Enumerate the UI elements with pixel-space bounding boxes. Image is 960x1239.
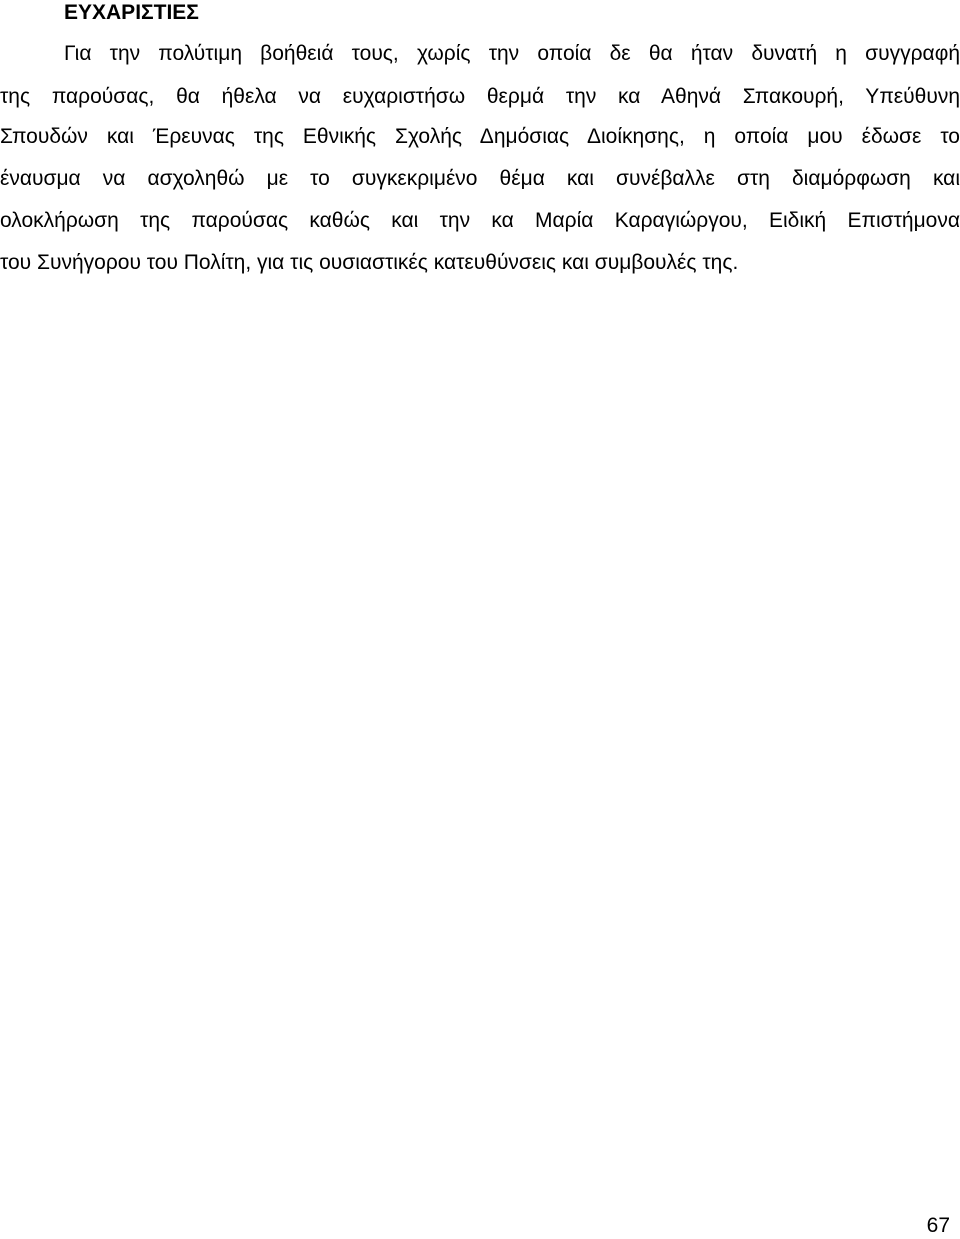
paragraph-line-3: Σπουδών και Έρευνας της Εθνικής Σχολής Δημόσιας Διοίκησης, η οποία μου έδωσε το [0, 125, 960, 148]
section-heading: ΕΥΧΑΡΙΣΤΙΕΣ [64, 1, 199, 24]
paragraph-line-6: του Συνήγορου του Πολίτη, για τις ουσιαστικές κατευθύνσεις και συμβουλές της. [0, 251, 739, 274]
paragraph-line-4: έναυσμα να ασχοληθώ με το συγκεκριμένο θέμα και συνέβαλλε στη διαμόρφωση και [0, 167, 960, 190]
paragraph-line-5: ολοκλήρωση της παρούσας καθώς και την κα Μαρία Καραγιώργου, Ειδική Επιστήμονα [0, 209, 960, 232]
page-number: 67 [926, 1214, 950, 1237]
paragraph-line-1: Για την πολύτιμη βοήθειά τους, χωρίς την οποία δε θα ήταν δυνατή η συγγραφή [64, 42, 960, 65]
paragraph-line-2: της παρούσας, θα ήθελα να ευχαριστήσω θερμά την κα Αθηνά Σπακουρή, Υπεύθυνη [0, 85, 960, 108]
